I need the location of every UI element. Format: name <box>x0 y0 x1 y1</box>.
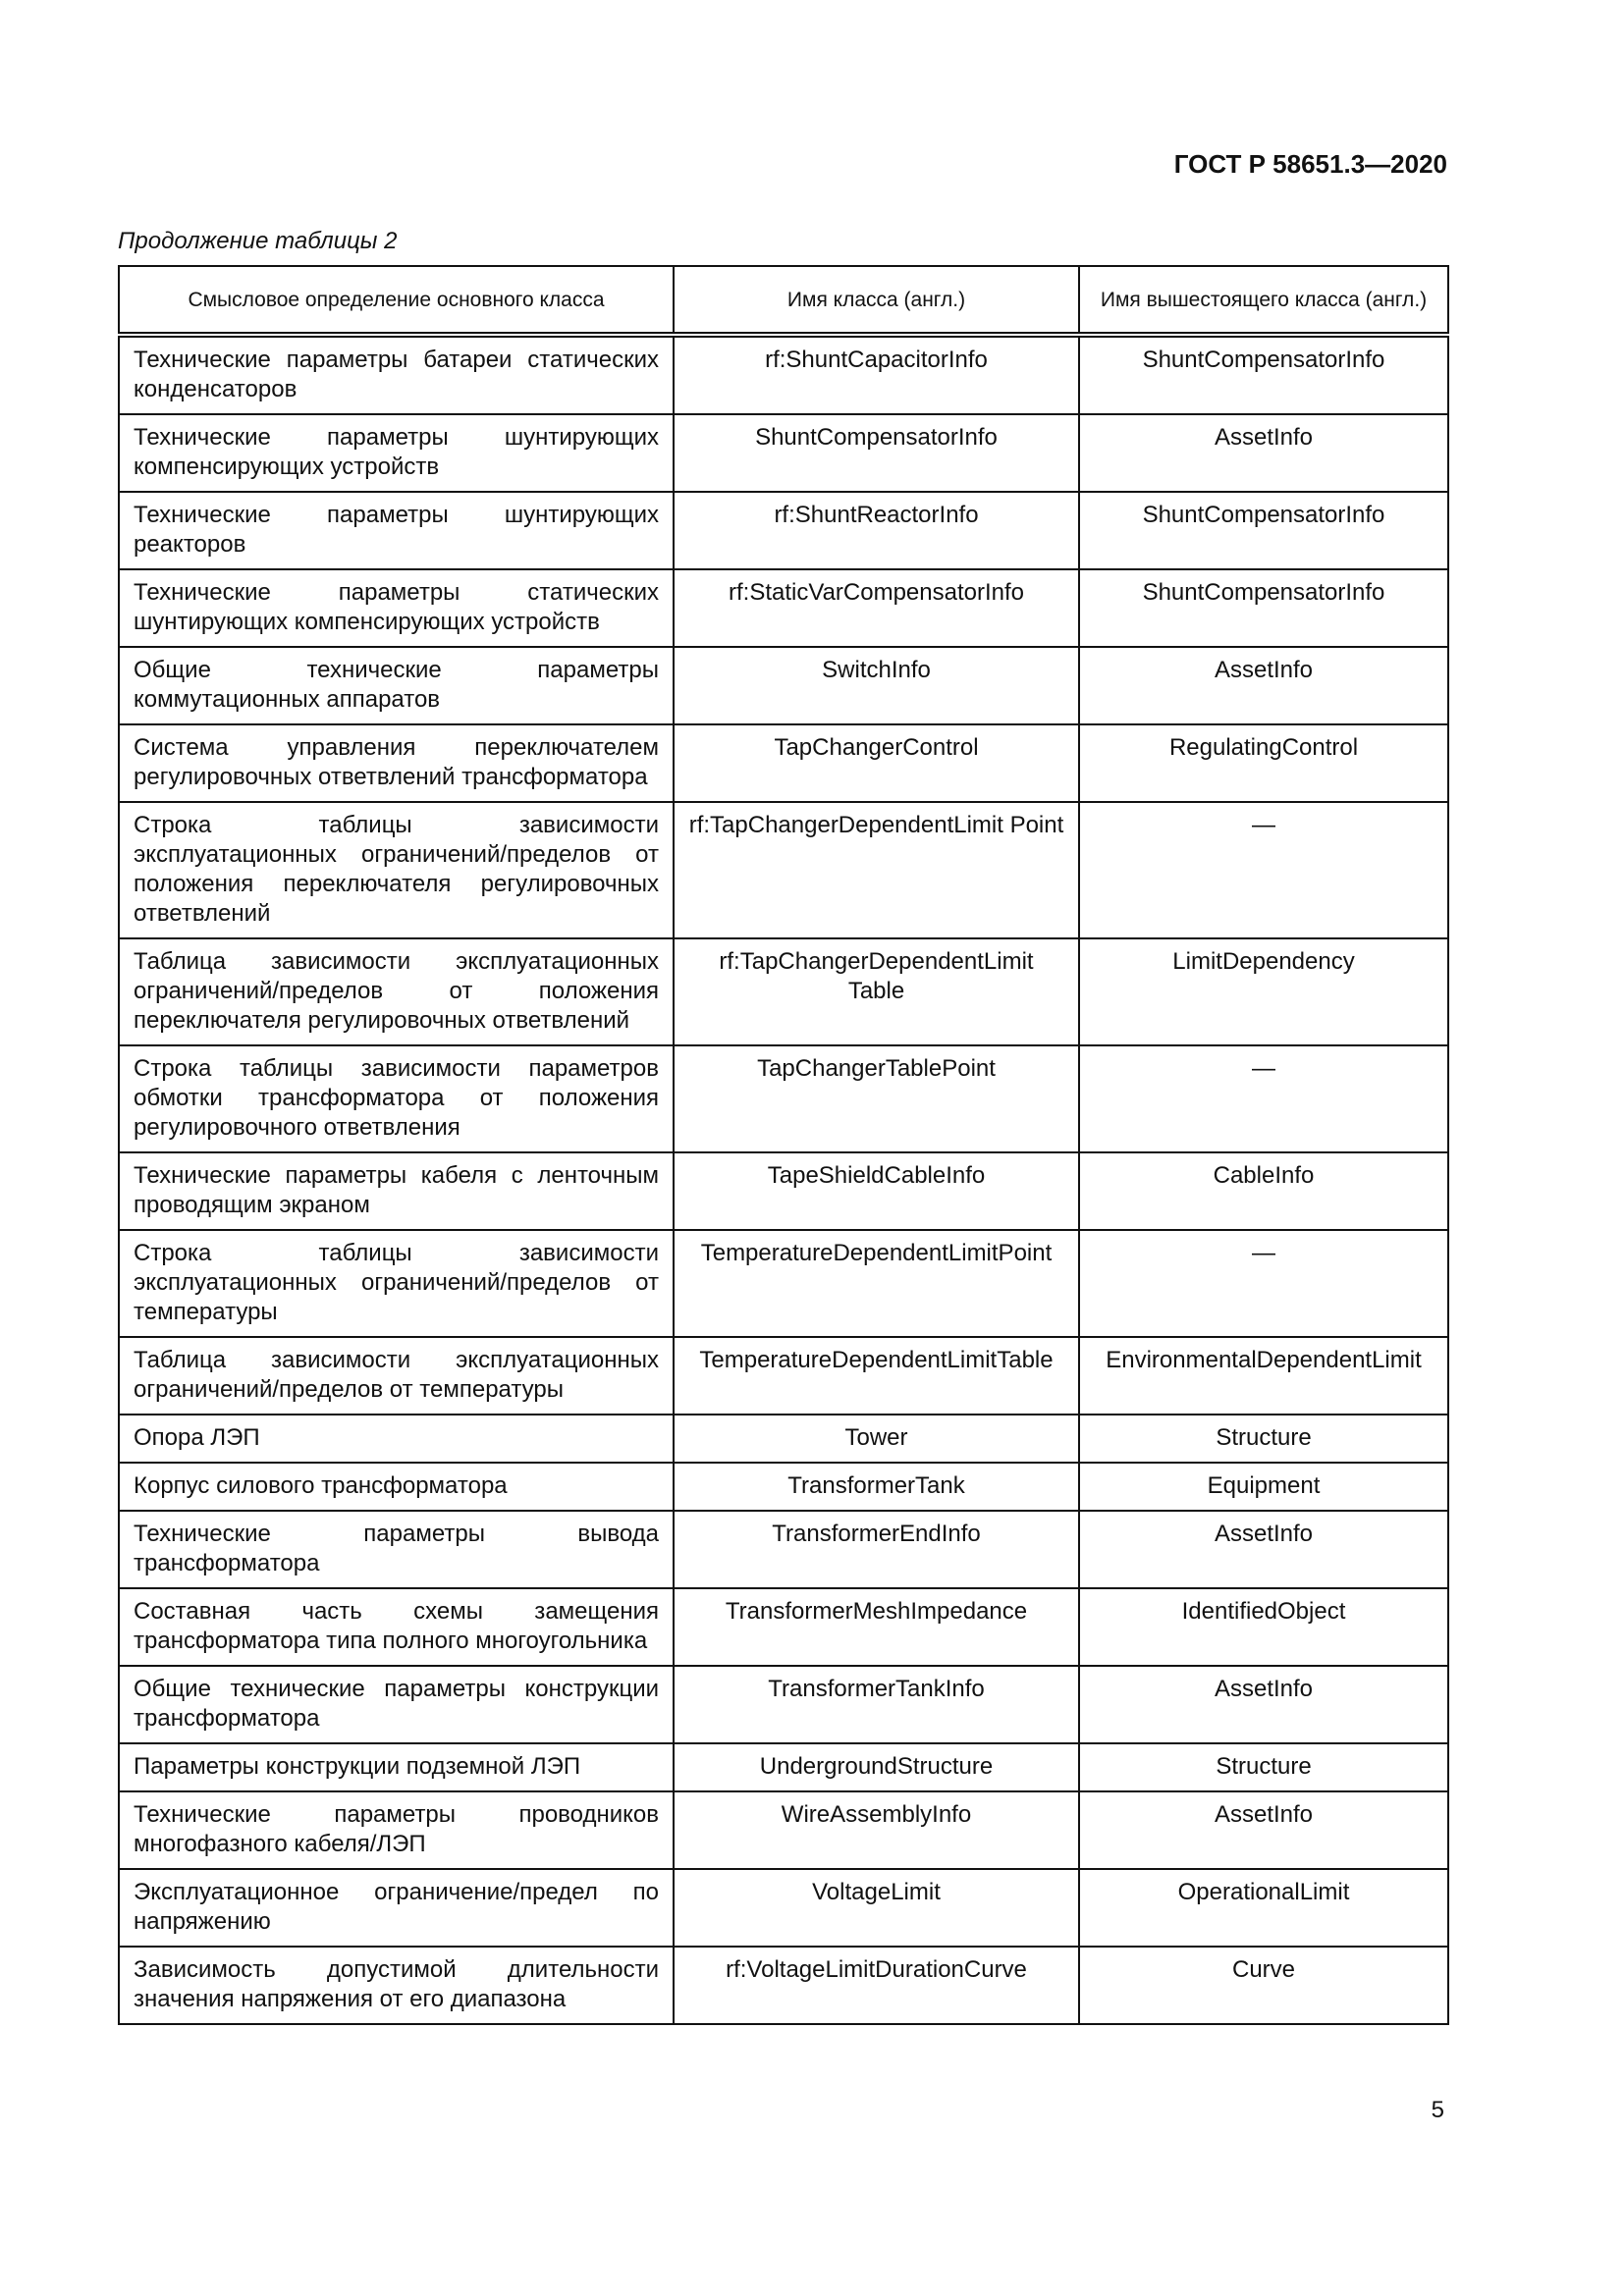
table-row <box>119 1791 1448 1869</box>
cell-parent-class: AssetInfo <box>1079 414 1448 492</box>
cell-definition: Технические параметры шунтирующих реакторов <box>119 492 674 569</box>
cell-class-name: rf:ShuntReactorInfo <box>674 492 1079 569</box>
table-row <box>119 1869 1448 1947</box>
table-row <box>119 1588 1448 1666</box>
cell-parent-class: — <box>1079 1045 1448 1152</box>
cell-parent-class: — <box>1079 802 1448 938</box>
table-header <box>119 266 1448 335</box>
cell-parent-class: AssetInfo <box>1079 1666 1448 1743</box>
cell-definition: Общие технические параметры коммутационных аппаратов <box>119 647 674 724</box>
cell-definition: Опора ЛЭП <box>119 1415 674 1463</box>
table-row <box>119 1511 1448 1588</box>
cell-definition: Общие технические параметры конструкции трансформатора <box>119 1666 674 1743</box>
cell-parent-class: IdentifiedObject <box>1079 1588 1448 1666</box>
cell-class-name: WireAssemblyInfo <box>674 1791 1079 1869</box>
cell-parent-class: Curve <box>1079 1947 1448 2024</box>
cell-parent-class: OperationalLimit <box>1079 1869 1448 1947</box>
cell-class-name: TapeShieldCableInfo <box>674 1152 1079 1230</box>
cell-parent-class: ShuntCompensatorInfo <box>1079 492 1448 569</box>
column-header-parent-class: Имя вышестоящего класса (англ.) <box>1079 266 1448 335</box>
cell-parent-class: RegulatingControl <box>1079 724 1448 802</box>
table-row <box>119 1666 1448 1743</box>
cell-definition: Параметры конструкции подземной ЛЭП <box>119 1743 674 1791</box>
cell-definition: Корпус силового трансформатора <box>119 1463 674 1511</box>
cell-definition: Составная часть схемы замещения трансформатора типа полного многоугольника <box>119 1588 674 1666</box>
cell-parent-class: ShuntCompensatorInfo <box>1079 569 1448 647</box>
cell-definition: Таблица зависимости эксплуатационных ограничений/пределов от положения переключателя регулировочных ответвлений <box>119 938 674 1045</box>
cell-class-name: SwitchInfo <box>674 647 1079 724</box>
table-row <box>119 414 1448 492</box>
cell-definition: Технические параметры проводников многофазного кабеля/ЛЭП <box>119 1791 674 1869</box>
table-row <box>119 1947 1448 2024</box>
cell-parent-class: — <box>1079 1230 1448 1337</box>
cell-definition: Технические параметры статических шунтирующих компенсирующих устройств <box>119 569 674 647</box>
cell-parent-class: AssetInfo <box>1079 1511 1448 1588</box>
table-row <box>119 1337 1448 1415</box>
cell-parent-class: Structure <box>1079 1415 1448 1463</box>
cell-definition: Система управления переключателем регулировочных ответвлений трансформатора <box>119 724 674 802</box>
cell-definition: Технические параметры вывода трансформатора <box>119 1511 674 1588</box>
cell-definition: Технические параметры кабеля с ленточным проводящим экраном <box>119 1152 674 1230</box>
cell-class-name: TransformerEndInfo <box>674 1511 1079 1588</box>
cell-definition: Строка таблицы зависимости эксплуатационных ограничений/пределов от положения переключателя регулировочных ответвлений <box>119 802 674 938</box>
cell-parent-class: Equipment <box>1079 1463 1448 1511</box>
cell-definition: Технические параметры шунтирующих компенсирующих устройств <box>119 414 674 492</box>
page-number: 5 <box>1431 2097 1444 2123</box>
cell-class-name: TransformerTank <box>674 1463 1079 1511</box>
table-row <box>119 1045 1448 1152</box>
column-header-class-name: Имя класса (англ.) <box>674 266 1079 335</box>
cell-class-name: UndergroundStructure <box>674 1743 1079 1791</box>
table-row <box>119 1230 1448 1337</box>
cell-class-name: TemperatureDependentLimitPoint <box>674 1230 1079 1337</box>
column-header-definition: Смысловое определение основного класса <box>119 266 674 335</box>
cell-class-name: TemperatureDependentLimitTable <box>674 1337 1079 1415</box>
cell-class-name: ShuntCompensatorInfo <box>674 414 1079 492</box>
table-body <box>119 335 1448 2024</box>
table-row <box>119 1152 1448 1230</box>
table-row <box>119 938 1448 1045</box>
table-row <box>119 569 1448 647</box>
table-row <box>119 1463 1448 1511</box>
table-row <box>119 802 1448 938</box>
cell-definition: Технические параметры батареи статических конденсаторов <box>119 335 674 414</box>
table-row <box>119 492 1448 569</box>
cell-parent-class: Structure <box>1079 1743 1448 1791</box>
table-row <box>119 724 1448 802</box>
cell-definition: Строка таблицы зависимости эксплуатационных ограничений/пределов от температуры <box>119 1230 674 1337</box>
cell-class-name: TapChangerTablePoint <box>674 1045 1079 1152</box>
cell-parent-class: AssetInfo <box>1079 1791 1448 1869</box>
cell-definition: Таблица зависимости эксплуатационных ограничений/пределов от температуры <box>119 1337 674 1415</box>
cell-parent-class: EnvironmentalDependentLimit <box>1079 1337 1448 1415</box>
header-row <box>119 266 1448 335</box>
cell-class-name: rf:VoltageLimitDurationCurve <box>674 1947 1079 2024</box>
cell-class-name: TransformerMeshImpedance <box>674 1588 1079 1666</box>
cell-class-name: rf:StaticVarCompensatorInfo <box>674 569 1079 647</box>
cell-class-name: Tower <box>674 1415 1079 1463</box>
cell-definition: Эксплуатационное ограничение/предел по напряжению <box>119 1869 674 1947</box>
class-table <box>118 265 1449 2025</box>
cell-parent-class: LimitDependency <box>1079 938 1448 1045</box>
table-row <box>119 1743 1448 1791</box>
cell-class-name: TapChangerControl <box>674 724 1079 802</box>
table-row <box>119 335 1448 414</box>
table-row <box>119 1415 1448 1463</box>
cell-class-name: rf:ShuntCapacitorInfo <box>674 335 1079 414</box>
cell-parent-class: CableInfo <box>1079 1152 1448 1230</box>
document-code: ГОСТ Р 58651.3—2020 <box>1173 149 1447 179</box>
cell-parent-class: ShuntCompensatorInfo <box>1079 335 1448 414</box>
cell-definition: Строка таблицы зависимости параметров обмотки трансформатора от положения регулировочного ответвления <box>119 1045 674 1152</box>
cell-definition: Зависимость допустимой длительности значения напряжения от его диапазона <box>119 1947 674 2024</box>
table-caption: Продолжение таблицы 2 <box>118 228 398 254</box>
cell-parent-class: AssetInfo <box>1079 647 1448 724</box>
cell-class-name: TransformerTankInfo <box>674 1666 1079 1743</box>
table-row <box>119 647 1448 724</box>
cell-class-name: rf:TapChangerDependentLimit Table <box>674 938 1079 1045</box>
cell-class-name: VoltageLimit <box>674 1869 1079 1947</box>
cell-class-name: rf:TapChangerDependentLimit Point <box>674 802 1079 938</box>
